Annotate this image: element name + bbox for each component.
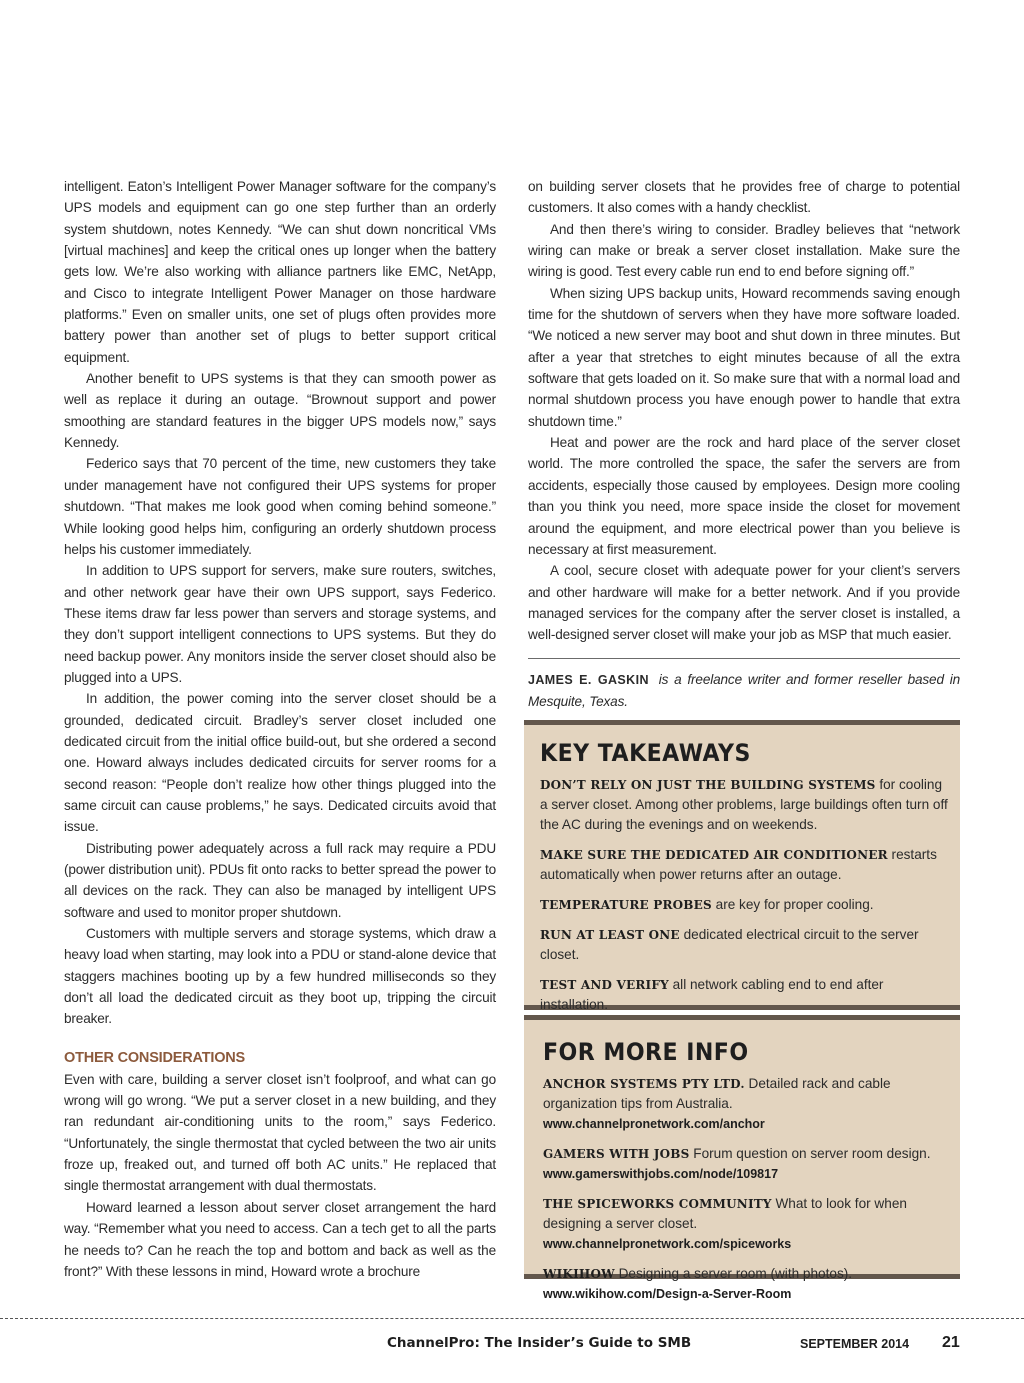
more-info-lead: THE SPICEWORKS COMMUNITY <box>543 1197 772 1211</box>
publication-name: ChannelPro: The Insider’s Guide to SMB <box>387 1335 692 1351</box>
takeaway-text: are key for proper cooling. <box>711 897 874 912</box>
body-paragraph: intelligent. Eaton’s Intelligent Power Manager software for the company’s UPS models and equipment can go one step further than an orderly system shutdown, notes Kennedy. “We can shut down noncritical VMs [virtual machines] and keep the critical ones up longer when the battery gets low. We’re also working with alliance partners like EMC, NetApp, and Cisco to integrate Intelligent Power Manager on those hardware platforms.” Even on smaller units, one set of plugs often provides more battery power than another set of plugs to better support critical equipment. <box>64 179 496 365</box>
takeaway-item <box>540 895 948 915</box>
issue-date: SEPTEMBER 2014 <box>800 1337 910 1351</box>
right-column <box>528 176 960 712</box>
body-paragraph: And then there’s wiring to consider. Bradley believes that “network wiring can make or break a server closet installation. Make sure the wiring is good. Test every cable run end to end before signing off.” <box>528 221 960 280</box>
body-paragraph: Customers with multiple servers and storage systems, which draw a heavy load when starting, may look into a PDU or stand-alone device that staggers machines booting up by a few hundred milliseconds so they don’t all load the dedicated circuit as they boot up, tripping the circuit breaker. <box>64 926 496 1027</box>
more-info-box <box>524 1015 960 1301</box>
author-bio-text: is a freelance writer and former reseller based in Mesquite, Texas. <box>528 671 960 709</box>
divider <box>528 658 960 659</box>
body-paragraph: Another benefit to UPS systems is that they can smooth power as well as replace it during an outage. “Brownout support and power smoothing are standard features in the bigger UPS models now,” says Kennedy. <box>64 371 496 451</box>
takeaway-lead: TEMPERATURE PROBES <box>540 898 712 912</box>
takeaway-item <box>540 775 948 835</box>
body-paragraph: Howard learned a lesson about server closet arrangement the hard way. “Remember what you need to access. Can a tech get to all the parts he needs to? Can he reach the top and bottom and back as well as the front?” With these lessons in mind, Howard wrote a brochure <box>64 1199 496 1279</box>
footer-divider <box>0 1318 1024 1319</box>
body-paragraph: In addition, the power coming into the server closet should be a grounded, dedicated circuit. Bradley’s server closet included one dedicated circuit from the initial office build-out, but she ordered a second one. Howard always includes dedicated circuits for server rooms for a second reason: “People don’t realize how other things plugged into the same circuit can cause problems,” he says. Dedicated circuits avoid that issue. <box>64 691 496 835</box>
author-name: JAMES E. GASKIN <box>528 672 649 687</box>
more-info-link[interactable]: www.wikihow.com/Design-a-Server-Room <box>543 1287 792 1301</box>
takeaway-lead: TEST AND VERIFY <box>540 978 669 992</box>
more-info-lead: GAMERS WITH JOBS <box>543 1147 690 1161</box>
more-info-item <box>543 1144 948 1184</box>
key-takeaways-title: KEY TAKEAWAYS <box>540 739 751 767</box>
more-info-link[interactable]: www.channelpronetwork.com/spiceworks <box>543 1237 792 1251</box>
takeaway-text: for cooling a server closet. Among other problems, large buildings often turn off the AC during the evenings and on weekends. <box>540 777 948 832</box>
body-paragraph: When sizing UPS backup units, Howard recommends saving enough time for the shutdown of servers when they have more software loaded. “We noticed a new server may boot and shut down in three minutes. But after a year that stretches to eight minutes because of all the extra software that gets loaded on it. So make sure that with a normal load and normal shutdown process you have enough power to handle that extra shutdown time.” <box>528 285 960 429</box>
body-paragraph: Distributing power adequately across a full rack may require a PDU (power distribution unit). PDUs fit onto racks to better spread the power to all devices on the rack. They can also be managed by intelligent UPS software and used to monitor proper shutdown. <box>64 840 496 920</box>
more-info-title: FOR MORE INFO <box>543 1038 749 1066</box>
body-paragraph: Heat and power are the rock and hard place of the server closet world. The more controlled the space, the safer the servers are from accidents, especially those caused by employees. Design more cooling than you think you need, more space inside the closet for movement around the equipment, and more electrical power than you believe is necessary at first measurement. <box>528 435 960 557</box>
more-info-text: Detailed rack and cable organization tips from Australia. <box>543 1076 891 1111</box>
page-footer <box>0 1335 1024 1359</box>
body-paragraph: Federico says that 70 percent of the time, new customers they take under management have not configured their UPS systems for proper shutdown. “That makes me look good when coming behind someone.” While looking good helps him, configuring an orderly shutdown process helps his customer immediately. <box>64 456 496 557</box>
more-info-text: What to look for when designing a server closet. <box>543 1196 907 1231</box>
takeaway-lead: RUN AT LEAST ONE <box>540 928 680 942</box>
takeaway-item <box>540 925 948 965</box>
body-paragraph: A cool, secure closet with adequate power for your client’s servers and other hardware will make for a better network. And if you provide managed services for the company after the server closet is installed, a well-designed server closet will make your job as MSP that much easier. <box>528 563 960 643</box>
page-number: 21 <box>942 1334 960 1351</box>
more-info-item <box>543 1194 948 1254</box>
left-column <box>64 176 496 1282</box>
more-info-lead: WIKIHOW <box>543 1267 615 1281</box>
body-paragraph: In addition to UPS support for servers, make sure routers, switches, and other network gear have their own UPS support, says Federico. These items draw far less power than servers and storage systems, and they don’t support intelligent connections to UPS systems. But they do need backup power. Any monitors inside the server closet should also be plugged into a UPS. <box>64 563 496 685</box>
takeaway-item <box>540 845 948 885</box>
more-info-item <box>543 1264 948 1304</box>
more-info-lead: ANCHOR SYSTEMS PTY LTD. <box>543 1077 745 1091</box>
section-heading: OTHER CONSIDERATIONS <box>64 1049 246 1066</box>
more-info-link[interactable]: www.gamerswithjobs.com/node/109817 <box>543 1167 779 1181</box>
takeaway-item <box>540 975 948 1015</box>
key-takeaways-box <box>524 720 960 1010</box>
takeaway-text: all network cabling end to end after installation. <box>540 977 884 1012</box>
more-info-text: Forum question on server room design. <box>689 1146 931 1161</box>
takeaway-text: restarts automatically when power returns after an outage. <box>540 847 937 882</box>
body-paragraph: Even with care, building a server closet isn’t foolproof, and what can go wrong will go wrong. “We put a server closet in a new building, and they ran redundant air-conditioning units to the room,” says Federico. “Unfortunately, the single thermostat that cycled between the two air units froze up, freaked out, and turned off both AC units.” He replaced that single thermostat arrangement with dual thermostats. <box>64 1071 496 1194</box>
more-info-item <box>543 1074 948 1134</box>
more-info-link[interactable]: www.channelpronetwork.com/anchor <box>543 1117 765 1131</box>
author-bio <box>528 669 960 713</box>
body-paragraph: on building server closets that he provides free of charge to potential customers. It also comes with a handy checklist. <box>528 179 960 216</box>
takeaway-text: dedicated electrical circuit to the server closet. <box>540 927 919 962</box>
takeaway-lead: MAKE SURE THE DEDICATED AIR CONDITIONER <box>540 848 888 862</box>
more-info-text: Designing a server room (with photos). <box>614 1266 853 1281</box>
takeaway-lead: DON’T RELY ON JUST THE BUILDING SYSTEMS <box>540 778 876 792</box>
